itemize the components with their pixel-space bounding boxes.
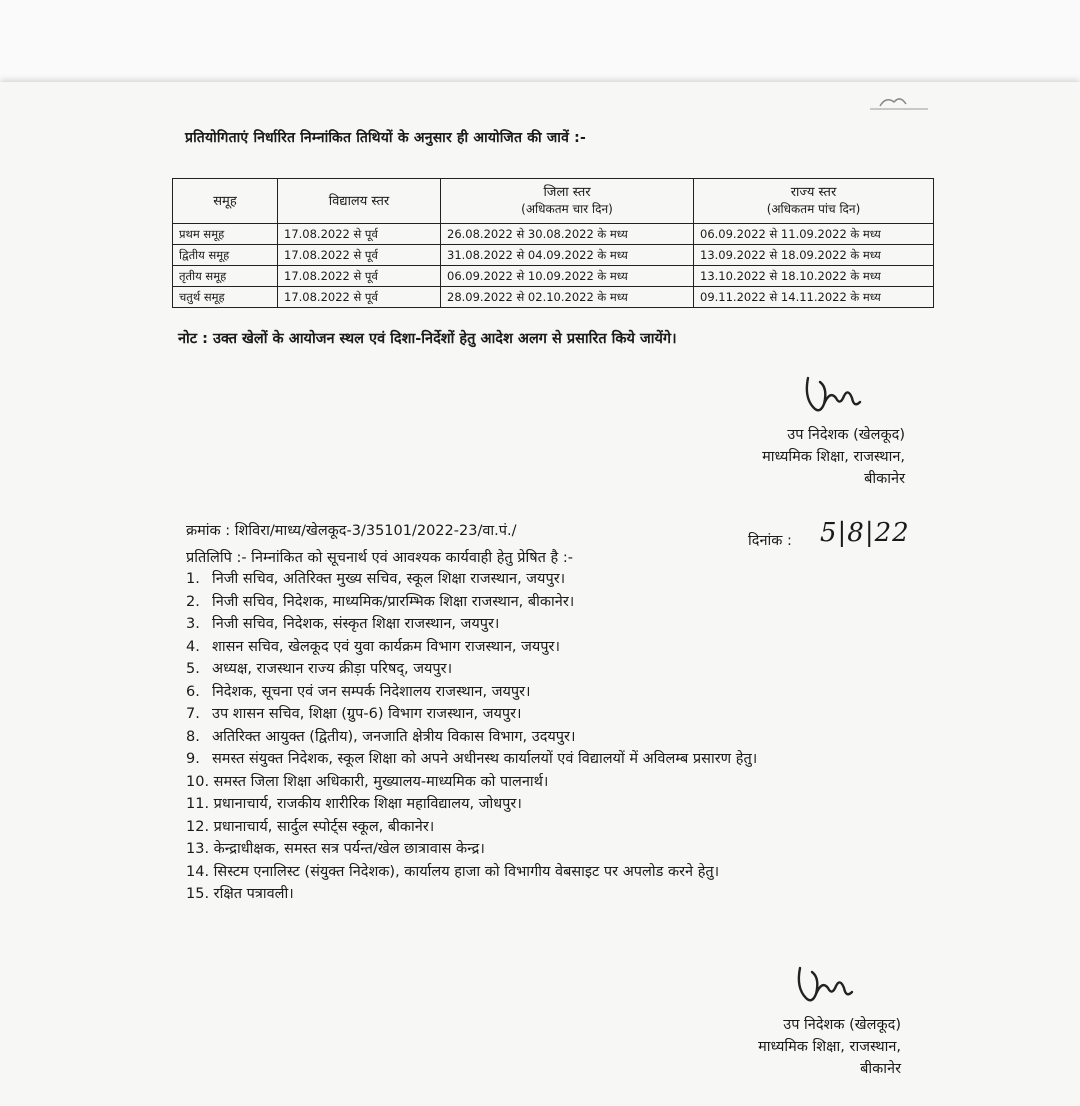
list-item: 13. केन्द्राधीक्षक, समस्त सत्र पर्यन्त/खेल छात्रावास केन्द्र। [186,841,485,857]
list-item: 5. अध्यक्ष, राजस्थान राज्य क्रीड़ा परिषद्, जयपुर। [186,661,453,677]
header-group: समूह [173,179,278,224]
cell-group: चतुर्थ समूह [173,287,278,308]
cell-school: 17.08.2022 से पूर्व [278,266,441,287]
copy-to-line: प्रतिलिपि :- निम्नांकित को सूचनार्थ एवं आवश्यक कार्यवाही हेतु प्रेषित है :- [186,550,573,566]
date-label: दिनांक : [748,533,792,549]
cell-district: 28.09.2022 से 02.10.2022 के मध्य [441,287,694,308]
signatory-office: माध्यमिक शिक्षा, राजस्थान, [758,1039,901,1055]
cell-district: 06.09.2022 से 10.09.2022 के मध्य [441,266,694,287]
district-sub: (अधिकतम चार दिन) [521,202,613,216]
signatory-city: बीकानेर [860,1061,901,1077]
list-item: 12. प्रधानाचार्य, सार्दुल स्पोर्ट्स स्कूल, बीकानेर। [186,818,435,835]
header-state-level: राज्य स्तर (अधिकतम पांच दिन) [694,179,934,224]
cell-district: 26.08.2022 से 30.08.2022 के मध्य [441,224,694,245]
table-row [173,245,934,266]
signatory-title: उप निदेशक (खेलकूद) [783,1017,901,1033]
list-item: 6. निदेशक, सूचना एवं जन सम्पर्क निदेशालय राजस्थान, जयपुर। [186,683,531,700]
handwritten-date: 5|8|22 [820,518,910,548]
cell-state: 13.10.2022 से 18.10.2022 के मध्य [694,266,934,287]
signature-1 [800,368,870,418]
list-item: 4. शासन सचिव, खेलकूद एवं युवा कार्यक्रम विभाग राजस्थान, जयपुर। [186,638,560,655]
list-item: 11. प्रधानाचार्य, राजकीय शारीरिक शिक्षा महाविद्यालय, जोधपुर। [186,796,522,812]
header-school-level: विद्यालय स्तर [278,179,441,224]
signature-2 [792,958,862,1008]
table-header-row [173,179,934,224]
cell-school: 17.08.2022 से पूर्व [278,287,441,308]
table-row [173,224,934,245]
recipient-list [186,568,906,906]
list-item: 8. अतिरिक्त आयुक्त (द्वितीय), जनजाति क्षेत्रीय विकास विभाग, उदयपुर। [186,728,576,745]
table-row [173,287,934,308]
cell-school: 17.08.2022 से पूर्व [278,245,441,266]
cell-group: प्रथम समूह [173,224,278,245]
signatory-title: उप निदेशक (खेलकूद) [787,427,905,443]
state-sub: (अधिकतम पांच दिन) [766,202,861,216]
signatory-office: माध्यमिक शिक्षा, राजस्थान, [762,449,905,465]
list-item: 7. उप शासन सचिव, शिक्षा (ग्रुप-6) विभाग राजस्थान, जयपुर। [186,706,522,722]
note-text: नोट : उक्त खेलों के आयोजन स्थल एवं दिशा-निर्देशों हेतु आदेश अलग से प्रसारित किये जायेंगे। [178,331,677,347]
intro-text: प्रतियोगिताएं निर्धारित निम्नांकित तिथियों के अनुसार ही आयोजित की जावें :- [185,130,586,146]
list-item: 3. निजी सचिव, निदेशक, संस्कृत शिक्षा राजस्थान, जयपुर। [186,616,500,632]
cell-group: तृतीय समूह [173,266,278,287]
list-item: 9. समस्त संयुक्त निदेशक, स्कूल शिक्षा को अपने अधीनस्थ कार्यालयों एवं विद्यालयों में अविलम्ब प्रसारण हेतु। [186,751,758,767]
cell-district: 31.08.2022 से 04.09.2022 के मध्य [441,245,694,266]
corner-logo-mark [850,92,930,114]
signatory-city: बीकानेर [864,471,905,487]
table-row [173,266,934,287]
list-item: 14. सिस्टम एनालिस्ट (संयुक्त निदेशक), कार्यालय हाजा को विभागीय वेबसाइट पर अपलोड करने हेतु। [186,863,720,880]
signatory-block-2 [696,1014,901,1080]
cell-group: द्वितीय समूह [173,245,278,266]
schedule-table [172,178,934,308]
reference-number: क्रमांक : शिविरा/माध्य/खेलकूद-3/35101/2022-23/वा.पं./ [186,523,517,539]
top-margin [0,0,1080,82]
signatory-block-1 [700,424,905,490]
header-district-level: जिला स्तर (अधिकतम चार दिन) [441,179,694,224]
cell-school: 17.08.2022 से पूर्व [278,224,441,245]
list-item: 15. रक्षित पत्रावली। [186,886,294,902]
cell-state: 09.11.2022 से 14.11.2022 के मध्य [694,287,934,308]
list-item: 1. निजी सचिव, अतिरिक्त मुख्य सचिव, स्कूल शिक्षा राजस्थान, जयपुर। [186,571,566,587]
list-item: 10. समस्त जिला शिक्षा अधिकारी, मुख्यालय-माध्यमिक को पालनार्थ। [186,773,549,790]
cell-state: 06.09.2022 से 11.09.2022 के मध्य [694,224,934,245]
list-item: 2. निजी सचिव, निदेशक, माध्यमिक/प्रारम्भिक शिक्षा राजस्थान, बीकानेर। [186,593,575,610]
cell-state: 13.09.2022 से 18.09.2022 के मध्य [694,245,934,266]
